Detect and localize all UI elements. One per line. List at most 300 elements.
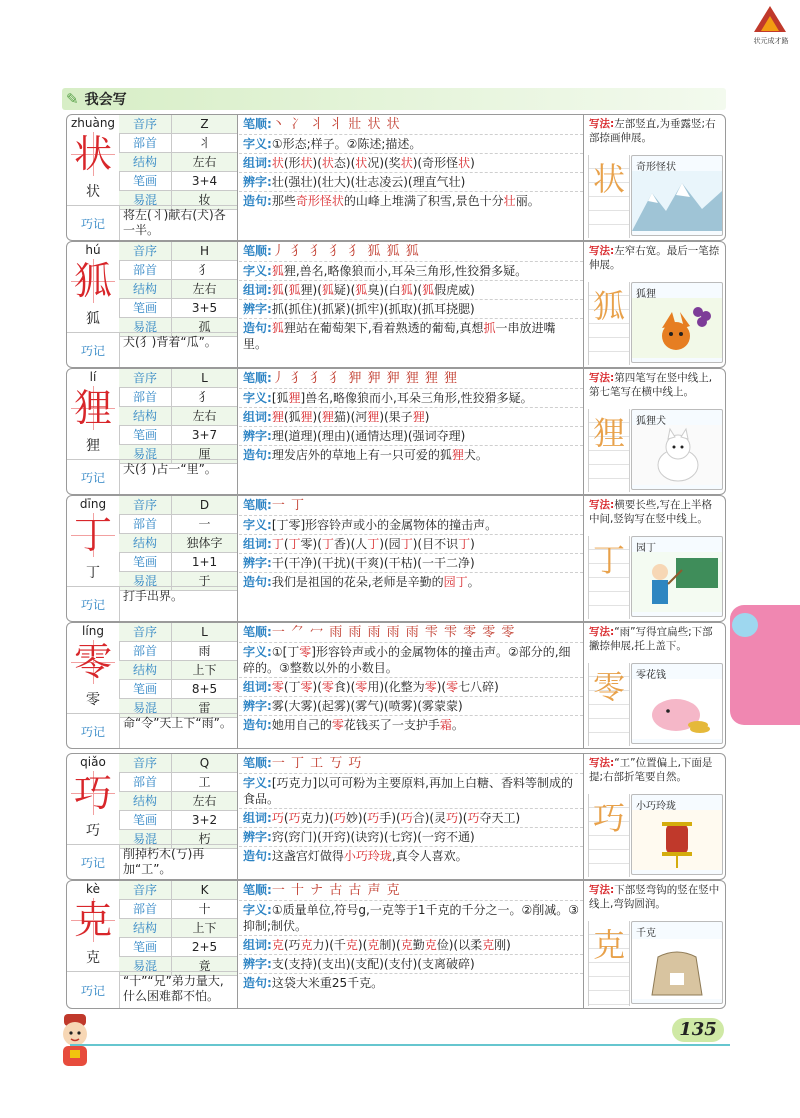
attr-label-confuse: 易混 xyxy=(119,445,172,463)
card-left-panel xyxy=(67,369,238,494)
attr-value-strokes: 3+2 xyxy=(191,813,218,827)
attr-row-strokes xyxy=(119,938,237,957)
attr-label-order: 音序 xyxy=(119,242,172,260)
attr-label-order: 音序 xyxy=(119,115,172,133)
card-left-panel xyxy=(67,623,238,748)
attr-value-structure: 左右 xyxy=(192,155,217,169)
stroke-order-label: 笔顺: xyxy=(243,371,272,385)
distinguish-characters-row xyxy=(239,697,583,716)
attr-value-confuse: 朽 xyxy=(198,832,211,846)
logo-caption: 状元成才路 xyxy=(753,37,789,45)
attr-value-confuse: 妆 xyxy=(198,193,211,207)
meaning-label: 字义: xyxy=(243,264,272,278)
distinguish-characters-text: 支(支持)(支出)(支配)(支付)(支离破碎) xyxy=(271,957,475,971)
example-sentence-label: 造句: xyxy=(243,194,272,208)
attribute-table xyxy=(119,496,237,591)
word-examples-label: 组词: xyxy=(243,938,272,952)
tip-text: 削掉朽木(丂)再加“工”。 xyxy=(123,847,205,876)
attribute-table xyxy=(119,623,237,718)
main-character: 克 xyxy=(71,898,115,942)
distinguish-characters-label: 辨字: xyxy=(243,699,272,713)
reference-character: 巧 xyxy=(86,823,100,839)
illustration-caption: 园丁 xyxy=(636,543,656,554)
meaning-row xyxy=(239,262,583,281)
attr-label-order: 音序 xyxy=(119,881,172,899)
example-sentence-text: 她用自己的零花钱买了一支护手霜。 xyxy=(271,718,464,732)
attr-value-confuse: 孤 xyxy=(198,320,211,334)
word-examples-text: 丁(丁零)(丁香)(人丁)(园丁)(目不识丁) xyxy=(271,537,475,551)
example-sentence-text: 这盏宫灯做得小巧玲珑,真令人喜欢。 xyxy=(271,849,468,863)
character-card-零 xyxy=(66,622,726,749)
writing-rule-text: 下部竖弯钩的竖在竖中线上,弯钩圆润。 xyxy=(589,884,720,910)
memory-tip xyxy=(67,844,237,880)
attr-row-order xyxy=(119,496,237,515)
attr-label-confuse: 易混 xyxy=(119,191,172,209)
attr-label-strokes: 笔画 xyxy=(119,426,172,444)
example-sentence-label: 造句: xyxy=(243,718,272,732)
section-header xyxy=(66,88,127,110)
distinguish-characters-row xyxy=(239,554,583,573)
practice-character: 状 xyxy=(592,160,625,198)
attr-label-strokes: 笔画 xyxy=(119,811,172,829)
meaning-text: ①形态;样子。②陈述;描述。 xyxy=(271,137,422,151)
distinguish-characters-label: 辨字: xyxy=(243,302,272,316)
character-card-狐 xyxy=(66,241,726,368)
example-sentence-text: 我们是祖国的花朵,老师是辛勤的园丁。 xyxy=(271,575,480,589)
card-left-panel xyxy=(67,115,238,240)
meaning-label: 字义: xyxy=(243,391,272,405)
tip-label: 巧记 xyxy=(67,460,120,495)
word-examples-row xyxy=(239,809,583,828)
writing-rule-text: “工”位置偏上,下面是提;右部折笔要自然。 xyxy=(589,757,713,783)
stroke-order-text: 一 丁 工 丂 巧 xyxy=(271,756,363,771)
card-right-panel xyxy=(585,623,725,748)
attr-row-strokes xyxy=(119,426,237,445)
illustration-caption: 千克 xyxy=(636,928,656,939)
attr-label-radical: 部首 xyxy=(119,773,172,791)
attribute-table xyxy=(119,754,237,849)
card-middle-panel xyxy=(239,496,584,621)
attr-row-radical xyxy=(119,515,237,534)
writing-rule xyxy=(585,754,725,786)
writing-rule-text: 左部竖直,为垂露竖;右部捺画伸展。 xyxy=(589,118,716,144)
meaning-text: [丁零]形容铃声或小的金属物体的撞击声。 xyxy=(271,518,498,532)
attr-value-strokes: 8+5 xyxy=(191,682,218,696)
attr-value-order: D xyxy=(199,498,210,512)
attr-label-radical: 部首 xyxy=(119,515,172,533)
mascot-figure xyxy=(50,1012,100,1072)
attr-value-structure: 上下 xyxy=(192,921,217,935)
attr-row-structure xyxy=(119,661,237,680)
memory-tip xyxy=(67,971,237,1009)
attr-row-structure xyxy=(119,792,237,811)
example-sentence-row xyxy=(239,446,583,464)
stroke-order-text: 一 丁 xyxy=(271,498,305,513)
writing-rule-text: “雨”写得宜扁些;下部撇捺伸展,托上盖下。 xyxy=(589,626,713,652)
pinyin-label: dīng xyxy=(79,497,107,511)
stroke-order-label: 笔顺: xyxy=(243,244,272,258)
meaning-label: 字义: xyxy=(243,645,272,659)
word-examples-label: 组词: xyxy=(243,156,272,170)
meaning-row xyxy=(239,901,583,936)
attr-value-confuse: 厘 xyxy=(198,447,211,461)
character-column xyxy=(67,623,120,713)
example-sentence-row xyxy=(239,974,583,992)
attr-label-structure: 结构 xyxy=(119,919,172,937)
practice-character: 狐 xyxy=(592,287,625,325)
character-column xyxy=(67,496,120,586)
writing-rule-label: 写法: xyxy=(589,757,615,769)
attr-row-strokes xyxy=(119,811,237,830)
card-middle-panel xyxy=(239,754,584,879)
attr-row-strokes xyxy=(119,680,237,699)
example-sentence-text: 那些奇形怪状的山峰上堆满了积雪,景色十分壮丽。 xyxy=(271,194,540,208)
practice-character: 巧 xyxy=(592,799,625,837)
main-character: 狐 xyxy=(71,259,115,303)
attr-label-radical: 部首 xyxy=(119,642,172,660)
stroke-order-text: 一 十 ナ 古 古 声 克 xyxy=(271,883,401,898)
card-left-panel xyxy=(67,242,238,367)
example-sentence-row xyxy=(239,573,583,591)
reference-character: 状 xyxy=(86,184,100,200)
attr-row-structure xyxy=(119,534,237,553)
tip-text: 打手出界。 xyxy=(123,589,184,603)
card-right-panel xyxy=(585,369,725,494)
memory-tip xyxy=(67,205,237,241)
attr-label-strokes: 笔画 xyxy=(119,938,172,956)
memory-tip xyxy=(67,586,237,622)
attr-value-structure: 独体字 xyxy=(186,536,223,550)
attr-row-radical xyxy=(119,642,237,661)
main-character: 丁 xyxy=(71,513,115,557)
attr-value-radical: 丬 xyxy=(198,136,211,150)
writing-rule-label: 写法: xyxy=(589,372,615,384)
illustration-千克 xyxy=(631,921,723,1004)
distinguish-characters-row xyxy=(239,173,583,192)
stroke-order-row xyxy=(239,369,583,389)
practice-character: 零 xyxy=(592,668,625,706)
stroke-order-label: 笔顺: xyxy=(243,756,272,770)
attr-label-order: 音序 xyxy=(119,369,172,387)
meaning-text: 狐狸,兽名,略像狼而小,耳朵三角形,性狡猾多疑。 xyxy=(271,264,528,278)
character-card-丁 xyxy=(66,495,726,622)
word-examples-row xyxy=(239,936,583,955)
word-examples-label: 组词: xyxy=(243,811,272,825)
attr-row-strokes xyxy=(119,553,237,572)
attr-label-strokes: 笔画 xyxy=(119,172,172,190)
practice-grid xyxy=(588,921,630,1006)
attribute-table xyxy=(119,881,237,976)
side-tab xyxy=(730,605,800,725)
pinyin-label: hú xyxy=(85,243,101,257)
dragon-icon xyxy=(732,613,758,637)
practice-grid xyxy=(588,155,630,238)
attr-label-order: 音序 xyxy=(119,496,172,514)
memory-tip xyxy=(67,713,237,749)
tip-label: 巧记 xyxy=(67,206,120,241)
stroke-order-label: 笔顺: xyxy=(243,625,272,639)
tip-text: 犬(犭)背着“瓜”。 xyxy=(123,335,217,349)
character-card-状 xyxy=(66,114,726,241)
distinguish-characters-label: 辨字: xyxy=(243,556,272,570)
attr-value-order: L xyxy=(201,625,208,639)
writing-rule xyxy=(585,242,725,274)
attr-value-structure: 左右 xyxy=(192,409,217,423)
attr-value-radical: 十 xyxy=(198,902,211,916)
practice-grid xyxy=(588,663,630,746)
attr-value-radical: 犭 xyxy=(198,263,211,277)
illustration-caption: 零花钱 xyxy=(636,670,666,681)
meaning-row xyxy=(239,643,583,678)
illustration-caption: 小巧玲珑 xyxy=(636,801,676,812)
distinguish-characters-text: 干(干净)(干扰)(干爽)(干枯)(一干二净) xyxy=(271,556,475,570)
word-examples-row xyxy=(239,678,583,697)
character-column xyxy=(67,242,120,332)
practice-grid xyxy=(588,282,630,365)
attr-value-strokes: 1+1 xyxy=(191,555,218,569)
card-right-panel xyxy=(585,115,725,240)
writing-rule-label: 写法: xyxy=(589,118,615,130)
publisher-logo xyxy=(748,4,794,50)
card-right-panel xyxy=(585,881,725,1008)
attr-row-structure xyxy=(119,919,237,938)
stroke-order-row xyxy=(239,881,583,901)
practice-grid xyxy=(588,794,630,877)
word-examples-text: 状(形状)(状态)(状况)(奖状)(奇形怪状) xyxy=(271,156,475,170)
attr-label-structure: 结构 xyxy=(119,661,172,679)
example-sentence-row xyxy=(239,847,583,865)
distinguish-characters-row xyxy=(239,955,583,974)
writing-rule xyxy=(585,496,725,528)
distinguish-characters-text: 壮(强壮)(壮大)(壮志凌云)(理直气壮) xyxy=(271,175,466,189)
attr-row-radical xyxy=(119,900,237,919)
word-examples-text: 零(丁零)(零食)(零用)(化整为零)(零七八碎) xyxy=(271,680,499,694)
example-sentence-row xyxy=(239,716,583,734)
memory-tip xyxy=(67,332,237,368)
card-middle-panel xyxy=(239,115,584,240)
attr-label-confuse: 易混 xyxy=(119,699,172,717)
attr-row-order xyxy=(119,369,237,388)
attr-row-radical xyxy=(119,388,237,407)
writing-rule xyxy=(585,881,725,913)
tip-label: 巧记 xyxy=(67,333,120,368)
distinguish-characters-text: 雾(大雾)(起雾)(雾气)(喷雾)(雾蒙蒙) xyxy=(271,699,463,713)
example-sentence-label: 造句: xyxy=(243,321,272,335)
attr-value-confuse: 于 xyxy=(198,574,211,588)
illustration-狐狸犬 xyxy=(631,409,723,490)
tip-text: 犬(犭)占一“里”。 xyxy=(123,462,217,476)
attr-label-radical: 部首 xyxy=(119,900,172,918)
distinguish-characters-label: 辨字: xyxy=(243,830,272,844)
attribute-table xyxy=(119,369,237,464)
attr-row-strokes xyxy=(119,172,237,191)
attr-value-order: K xyxy=(200,883,209,897)
character-column xyxy=(67,369,120,459)
practice-character: 丁 xyxy=(592,541,625,579)
page-number: 135 xyxy=(672,1018,724,1042)
reference-character: 狐 xyxy=(86,311,100,327)
meaning-text: ①[丁零]形容铃声或小的金属物体的撞击声。②部分的,细碎的。③整数以外的小数目。 xyxy=(243,645,571,675)
writing-rule-label: 写法: xyxy=(589,884,615,896)
writing-rule-label: 写法: xyxy=(589,626,615,638)
practice-grid xyxy=(588,536,630,619)
writing-rule-label: 写法: xyxy=(589,499,615,511)
distinguish-characters-label: 辨字: xyxy=(243,957,272,971)
meaning-row xyxy=(239,516,583,535)
example-sentence-text: 这袋大米重25千克。 xyxy=(271,976,384,990)
word-examples-text: 克(巧克力)(千克)(克制)(克勤克俭)(以柔克刚) xyxy=(271,938,511,952)
meaning-text: [狐狸]兽名,略像狼而小,耳朵三角形,性狡猾多疑。 xyxy=(271,391,533,405)
card-middle-panel xyxy=(239,623,584,748)
attr-row-radical xyxy=(119,134,237,153)
illustration-caption: 奇形怪状 xyxy=(636,162,676,173)
pinyin-label: zhuàng xyxy=(70,116,116,130)
meaning-row xyxy=(239,774,583,809)
pinyin-label: kè xyxy=(86,882,100,896)
attr-label-radical: 部首 xyxy=(119,134,172,152)
attr-label-strokes: 笔画 xyxy=(119,553,172,571)
stroke-order-row xyxy=(239,623,583,643)
card-right-panel xyxy=(585,242,725,367)
word-examples-row xyxy=(239,154,583,173)
illustration-园丁 xyxy=(631,536,723,617)
tip-label: 巧记 xyxy=(67,714,120,749)
attr-value-radical: 犭 xyxy=(198,390,211,404)
attr-value-order: Z xyxy=(200,117,209,131)
attr-label-structure: 结构 xyxy=(119,153,172,171)
word-examples-label: 组词: xyxy=(243,537,272,551)
example-sentence-label: 造句: xyxy=(243,448,272,462)
word-examples-label: 组词: xyxy=(243,283,272,297)
distinguish-characters-label: 辨字: xyxy=(243,429,272,443)
character-card-狸 xyxy=(66,368,726,495)
example-sentence-label: 造句: xyxy=(243,575,272,589)
pinyin-label: qiǎo xyxy=(80,755,106,769)
tip-label: 巧记 xyxy=(67,587,120,622)
attr-row-order xyxy=(119,115,237,134)
attr-value-structure: 左右 xyxy=(192,282,217,296)
stroke-order-label: 笔顺: xyxy=(243,498,272,512)
writing-rule-text: 横要长些,写在上半格中间,竖钩写在竖中线上。 xyxy=(589,499,713,525)
writing-rule-text: 第四笔写在竖中线上,第七笔写在横中线上。 xyxy=(589,372,713,398)
reference-character: 零 xyxy=(86,692,100,708)
reference-character: 丁 xyxy=(86,565,100,581)
card-left-panel xyxy=(67,754,238,879)
example-sentence-label: 造句: xyxy=(243,849,272,863)
illustration-小巧玲珑 xyxy=(631,794,723,875)
stroke-order-text: 一 ⺈ 冖 雨 雨 雨 雨 雨 雫 雫 零 零 零 xyxy=(271,625,516,640)
meaning-row xyxy=(239,389,583,408)
writing-rule xyxy=(585,115,725,147)
writing-rule-text: 左窄右宽。最后一笔捺伸展。 xyxy=(589,245,720,271)
card-middle-panel xyxy=(239,369,584,494)
card-left-panel xyxy=(67,881,238,1008)
attr-row-structure xyxy=(119,280,237,299)
stroke-order-row xyxy=(239,754,583,774)
meaning-label: 字义: xyxy=(243,776,272,790)
memory-tip xyxy=(67,459,237,495)
meaning-row xyxy=(239,135,583,154)
main-character: 巧 xyxy=(71,771,115,815)
pinyin-label: líng xyxy=(82,624,104,638)
tip-text: “十”“兄”弟力量大,什么困难都不怕。 xyxy=(123,974,224,1003)
section-header-bar xyxy=(62,88,726,110)
reference-character: 狸 xyxy=(86,438,100,454)
attribute-table xyxy=(119,115,237,210)
attr-row-order xyxy=(119,754,237,773)
distinguish-characters-text: 抓(抓住)(抓紧)(抓牢)(抓取)(抓耳挠腮) xyxy=(271,302,475,316)
attr-label-structure: 结构 xyxy=(119,792,172,810)
example-sentence-text: 狐狸站在葡萄架下,看着熟透的葡萄,真想抓一串放进嘴里。 xyxy=(243,321,556,351)
word-examples-text: 狐(狐狸)(狐疑)(狐臭)(白狐)(狐假虎威) xyxy=(271,283,475,297)
writing-rule-label: 写法: xyxy=(589,245,615,257)
example-sentence-text: 理发店外的草地上有一只可爱的狐狸犬。 xyxy=(271,448,488,462)
stroke-order-text: 丿 犭 犭 犭 犭 狐 狐 狐 xyxy=(271,244,420,259)
attr-value-strokes: 2+5 xyxy=(191,940,218,954)
character-column xyxy=(67,754,120,844)
attr-label-confuse: 易混 xyxy=(119,830,172,848)
example-sentence-row xyxy=(239,319,583,353)
attr-value-confuse: 雷 xyxy=(198,701,211,715)
character-card-克 xyxy=(66,880,726,1009)
attr-row-structure xyxy=(119,153,237,172)
attr-value-structure: 左右 xyxy=(192,794,217,808)
attr-label-strokes: 笔画 xyxy=(119,680,172,698)
stroke-order-row xyxy=(239,242,583,262)
distinguish-characters-label: 辨字: xyxy=(243,175,272,189)
attr-row-order xyxy=(119,242,237,261)
attr-label-radical: 部首 xyxy=(119,261,172,279)
attr-label-confuse: 易混 xyxy=(119,572,172,590)
illustration-caption: 狐狸犬 xyxy=(636,416,666,427)
character-column xyxy=(67,115,120,205)
example-sentence-label: 造句: xyxy=(243,976,272,990)
writing-rule xyxy=(585,623,725,655)
pinyin-label: lí xyxy=(89,370,97,384)
stroke-order-label: 笔顺: xyxy=(243,883,272,897)
stroke-order-text: 丶 冫 丬 丬 壯 状 状 xyxy=(271,117,401,132)
attr-row-strokes xyxy=(119,299,237,318)
attr-row-structure xyxy=(119,407,237,426)
attr-label-structure: 结构 xyxy=(119,534,172,552)
attr-row-radical xyxy=(119,261,237,280)
example-sentence-row xyxy=(239,192,583,210)
attr-label-order: 音序 xyxy=(119,623,172,641)
pencil-icon: ✎ xyxy=(66,90,79,108)
character-column xyxy=(67,881,120,971)
attr-label-structure: 结构 xyxy=(119,407,172,425)
attr-value-structure: 上下 xyxy=(192,663,217,677)
attr-value-strokes: 3+5 xyxy=(191,301,218,315)
distinguish-characters-row xyxy=(239,427,583,446)
distinguish-characters-row xyxy=(239,300,583,319)
word-examples-row xyxy=(239,535,583,554)
word-examples-text: 巧(巧克力)(巧妙)(巧手)(巧合)(灵巧)(巧夺天工) xyxy=(271,811,521,825)
footer-rule xyxy=(70,1044,730,1046)
meaning-label: 字义: xyxy=(243,137,272,151)
attr-value-confuse: 竟 xyxy=(198,959,211,973)
stroke-order-row xyxy=(239,496,583,516)
tip-label: 巧记 xyxy=(67,845,120,880)
attr-value-radical: 工 xyxy=(198,775,211,789)
attr-row-radical xyxy=(119,773,237,792)
stroke-order-label: 笔顺: xyxy=(243,117,272,131)
stroke-order-text: 丿 犭 犭 犭 狎 狎 狎 狸 狸 狸 xyxy=(271,371,459,386)
word-examples-row xyxy=(239,408,583,427)
illustration-零花钱 xyxy=(631,663,723,744)
character-card-巧 xyxy=(66,753,726,880)
distinguish-characters-row xyxy=(239,828,583,847)
